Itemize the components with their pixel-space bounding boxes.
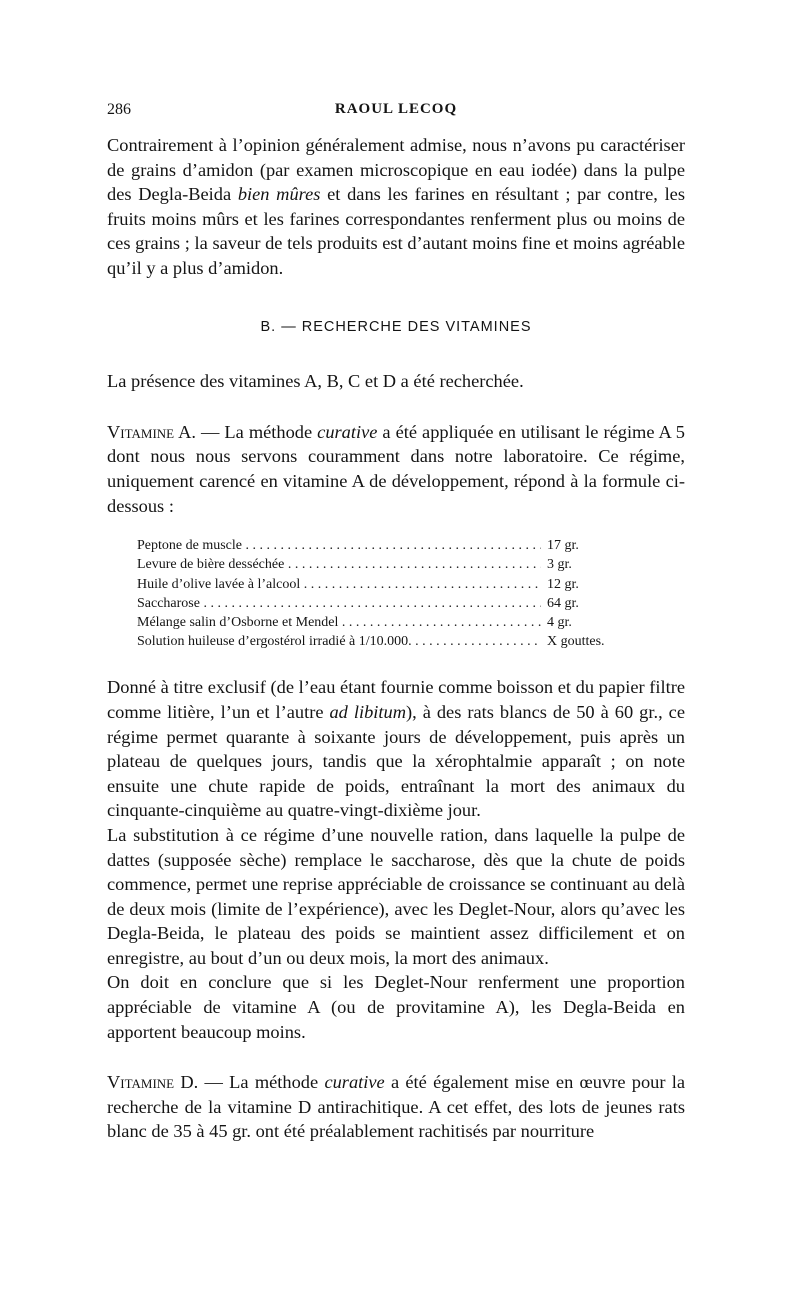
ingredient-quantity: 4 gr.: [547, 614, 572, 630]
ingredient-name: Peptone de muscle . . .: [137, 536, 541, 555]
ingredient-quantity: 12 gr.: [547, 576, 579, 592]
table-row: [137, 536, 627, 555]
conclusion-paragraph: On doit en conclure que si les Deglet-Nour renferment une proportion appréciable de vitamine A (ou de provitamine A), les Degla-Beida en apportent beaucoup moins.: [107, 972, 685, 1042]
intro-text: Contrairement à l’opinion généralement admise, nous n’avons pu caractériser de grains d’amidon (par examen microscopique en eau iodée) dans la pulpe des Degla-Beida: [107, 135, 685, 205]
table-row: [137, 613, 627, 632]
donne-text2: ), à des rats blancs de 50 à 60 gr., ce régime permet quarante à soixante jours de développement, puis après un plateau de quelques jours, tandis que la xérophtalmie apparaît ; on note ensuite une chute rapide de poids, entraînant la mort des animaux du cinquante-cinquième au quatre-vingt-dixième jour.: [107, 701, 685, 821]
vitamin-a-text2: a été appliquée en utilisant le régime A 5 dont nous nous servons couramment dans notre laboratoire. Ce régime, uniquement carencé en vitamine A de développement, répond à la formule ci-dessous :: [107, 421, 685, 516]
ingredient-quantity: 3 gr.: [547, 557, 572, 573]
vitamin-a-letter: A.: [174, 421, 196, 442]
intro-italic: bien mûres: [237, 184, 321, 205]
ingredient-name: Mélange salin d’Osborne et Mendel . . .: [137, 613, 541, 632]
vitamin-a-label: Vitamine: [107, 421, 175, 442]
table-row: [137, 632, 627, 651]
vitamin-d-text2: a été également mise en œuvre pour la recherche de la vitamine D antirachitique. A cet effet, des lots de jeunes rats blanc de 35 à 45 gr. ont été préalablement rachitisés par nourriture: [107, 1072, 685, 1142]
substitution-paragraph: La substitution à ce régime d’une nouvelle ration, dans laquelle la pulpe de dattes (supposée sèche) remplace le saccharose, dès que la chute de poids commence, permet une reprise appréciable de croissance se continuant au delà de deux mois (limite de l’expérience), avec les Deglet-Nour, alors qu’avec les Degla-Beida, le plateau des poids se maintient assez difficilement et on enregistre, au bout d’un ou deux mois, la mort des animaux.: [107, 824, 685, 968]
section-heading: B. — RECHERCHE DES VITAMINES: [260, 318, 532, 335]
intro-text-end: et dans les farines en résultant ; par contre, les fruits moins mûrs et les farines correspondantes renferment plus ou moins de ces grains ; la saveur de tels produits est d’autant moins fine et moins agréable qu’il y a plus d’amidon.: [107, 184, 685, 278]
ingredient-quantity: 64 gr.: [547, 595, 579, 611]
ingredient-name: Saccharose . . .: [137, 594, 541, 613]
vitamin-d-label: Vitamine: [107, 1072, 175, 1093]
table-row: [137, 575, 627, 594]
page-number: 286: [107, 101, 131, 118]
presence-paragraph: La présence des vitamines A, B, C et D a été recherchée.: [107, 371, 524, 392]
ingredient-name: Levure de bière desséchée . . .: [137, 555, 541, 574]
donne-italic: ad libitum: [329, 701, 406, 722]
page-header: [107, 101, 685, 123]
ingredient-quantity: X gouttes.: [547, 634, 605, 650]
intro-paragraph: [107, 133, 685, 281]
ingredient-name: Huile d’olive lavée à l’alcool . . .: [137, 575, 541, 594]
vitamin-d-paragraph: [107, 1070, 685, 1144]
table-row: [137, 555, 627, 574]
ingredient-name: Solution huileuse d’ergostérol irradié à 1/10.000. . . .: [137, 632, 541, 651]
running-head: RAOUL LECOQ: [334, 101, 458, 117]
vitamin-a-paragraph: [107, 420, 685, 518]
table-row: [137, 594, 627, 613]
vitamin-d-text1: — La méthode: [198, 1072, 325, 1093]
spacer: [107, 1044, 685, 1070]
vitamin-a-text1: — La méthode: [196, 421, 318, 442]
donne-text1: Donné à titre exclusif (de l’eau étant fournie comme boisson et du papier filtre comme litière, l’un et l’autre: [107, 677, 685, 722]
vitamin-d-letter: D.: [174, 1072, 199, 1093]
ingredient-quantity: 17 gr.: [547, 538, 579, 554]
vitamin-a-italic: curative: [317, 421, 378, 442]
vitamin-d-italic: curative: [324, 1072, 385, 1093]
regime-table: [137, 536, 627, 651]
spacer: [107, 394, 685, 420]
donne-paragraph: [107, 675, 685, 823]
page-body: [107, 133, 685, 1144]
